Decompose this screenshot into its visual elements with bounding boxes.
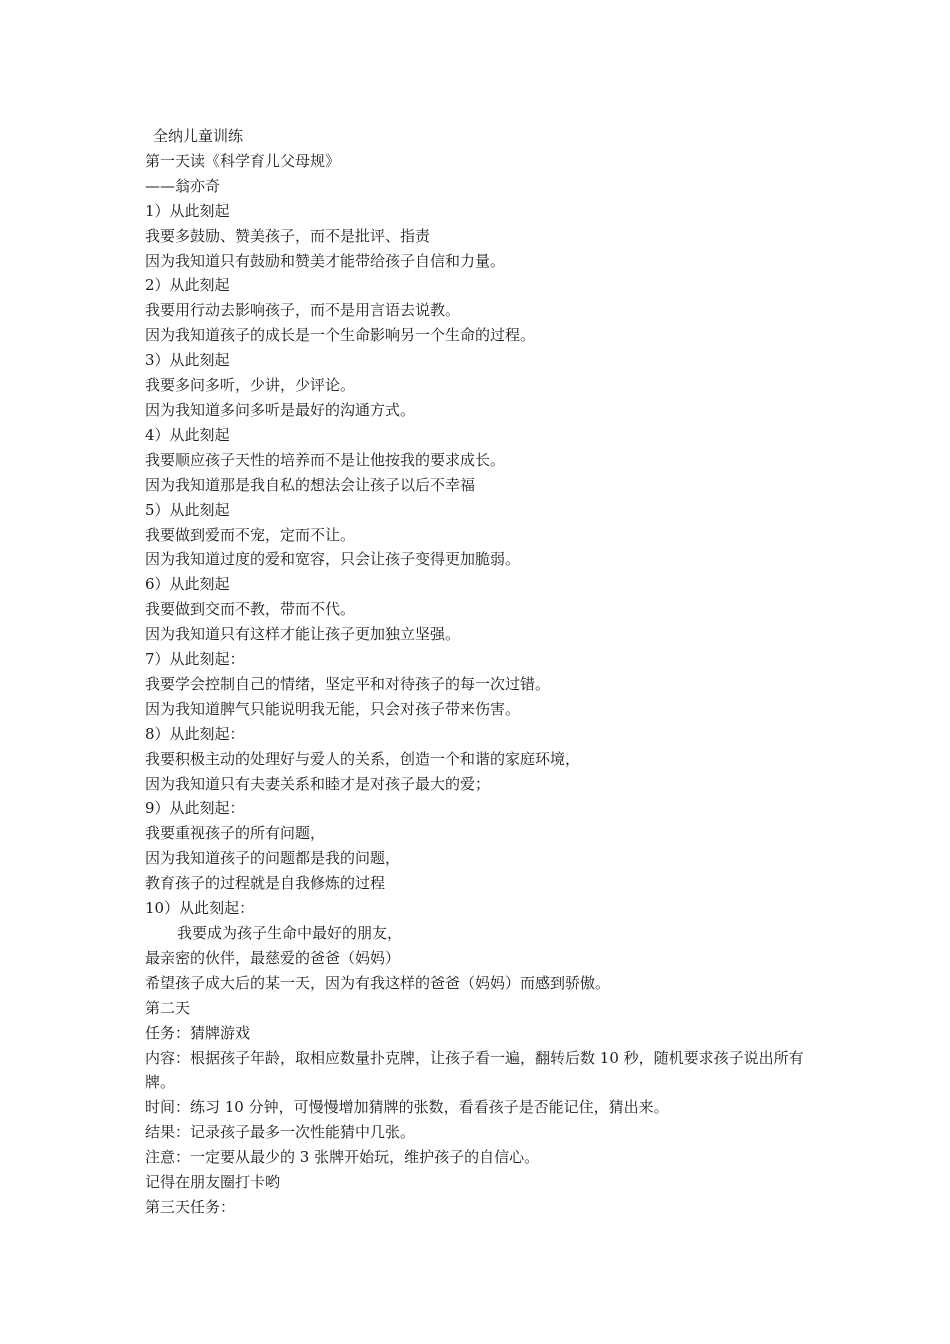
day2-section <box>145 996 815 1195</box>
rule-line: 我要顺应孩子天性的培养而不是让他按我的要求成长。 <box>145 450 506 469</box>
rule-line: 我要重视孩子的所有问题， <box>145 824 326 843</box>
day2-task: 任务：猜牌游戏 <box>145 1023 251 1042</box>
day2-note: 注意：一定要从最少的 3 张牌开始玩，维护孩子的自信心。 <box>145 1148 540 1167</box>
day2-time: 时间：练习 10 分钟，可慢慢增加猜牌的张数，看看孩子是否能记住，猜出来。 <box>145 1098 669 1117</box>
rule-line: 因为我知道孩子的问题都是我的问题， <box>145 849 401 868</box>
rule-line: 因为我知道脾气只能说明我无能，只会对孩子带来伤害。 <box>145 699 521 718</box>
day2-heading: 第二天 <box>145 998 191 1017</box>
rule-line: 最亲密的伙伴，最慈爱的爸爸（妈妈） <box>145 948 401 967</box>
rule-line: 因为我知道孩子的成长是一个生命影响另一个生命的过程。 <box>145 326 536 345</box>
rule-line: 我要多问多听，少讲，少评论。 <box>145 376 356 395</box>
rule-line: 因为我知道多问多听是最好的沟通方式。 <box>145 400 416 419</box>
rule-line: 希望孩子成大后的某一天，因为有我这样的爸爸（妈妈）而感到骄傲。 <box>145 973 611 992</box>
rule-heading: 4）从此刻起 <box>145 425 230 444</box>
rule-heading: 2）从此刻起 <box>145 276 230 295</box>
document-body <box>145 124 815 1220</box>
document-title: 全纳儿童训练 <box>153 127 244 145</box>
day3-section <box>145 1195 815 1220</box>
rule-line: 我要做到爱而不宠，定而不让。 <box>145 525 356 544</box>
rule-heading: 6）从此刻起 <box>145 575 230 594</box>
rule-heading: 1）从此刻起 <box>145 201 230 220</box>
rule-3 <box>145 348 815 423</box>
rule-line: 我要成为孩子生命中最好的朋友， <box>177 924 403 942</box>
rule-heading: 3）从此刻起 <box>145 351 230 370</box>
author: ——翁亦奇 <box>145 176 221 195</box>
rule-10 <box>145 896 815 996</box>
rule-line: 因为我知道过度的爱和宽容，只会让孩子变得更加脆弱。 <box>145 550 521 569</box>
rule-heading: 7）从此刻起： <box>145 650 245 669</box>
rule-line: 教育孩子的过程就是自我修炼的过程 <box>145 874 386 893</box>
day2-result: 结果：记录孩子最多一次性能猜中几张。 <box>145 1123 416 1142</box>
rule-7 <box>145 647 815 722</box>
rule-heading: 5）从此刻起 <box>145 500 230 519</box>
day3-heading: 第三天任务： <box>145 1197 236 1216</box>
rule-line: 我要做到交而不教，带而不代。 <box>145 600 356 619</box>
rule-line: 我要学会控制自己的情绪，坚定平和对待孩子的每一次过错。 <box>145 674 551 693</box>
rule-line: 因为我知道只有鼓励和赞美才能带给孩子自信和力量。 <box>145 251 506 270</box>
rule-heading: 8）从此刻起： <box>145 724 245 743</box>
rule-line: 我要积极主动的处理好与爱人的关系，创造一个和谐的家庭环境， <box>145 749 581 768</box>
rule-line: 因为我知道那是我自私的想法会让孩子以后不幸福 <box>145 475 476 494</box>
rule-heading: 10）从此刻起： <box>145 899 255 918</box>
rule-9 <box>145 796 815 896</box>
rule-4 <box>145 423 815 498</box>
rule-5 <box>145 498 815 573</box>
rule-line: 我要多鼓励、赞美孩子，而不是批评、指责 <box>145 226 431 245</box>
day2-reminder: 记得在朋友圈打卡哟 <box>145 1173 281 1192</box>
rule-8 <box>145 722 815 797</box>
rule-heading: 9）从此刻起： <box>145 799 245 818</box>
rule-6 <box>145 572 815 647</box>
rule-line: 因为我知道只有这样才能让孩子更加独立坚强。 <box>145 625 461 644</box>
rule-line: 我要用行动去影响孩子，而不是用言语去说教。 <box>145 301 461 320</box>
day2-content: 内容：根据孩子年龄，取相应数量扑克牌，让孩子看一遍，翻转后数 10 秒，随机要求孩子说出所有牌。 <box>145 1048 804 1092</box>
rule-line: 因为我知道只有夫妻关系和睦才是对孩子最大的爱； <box>145 774 491 793</box>
rule-2 <box>145 273 815 348</box>
day1-heading: 第一天读《科学育儿父母规》 <box>145 151 341 170</box>
rule-1 <box>145 199 815 274</box>
